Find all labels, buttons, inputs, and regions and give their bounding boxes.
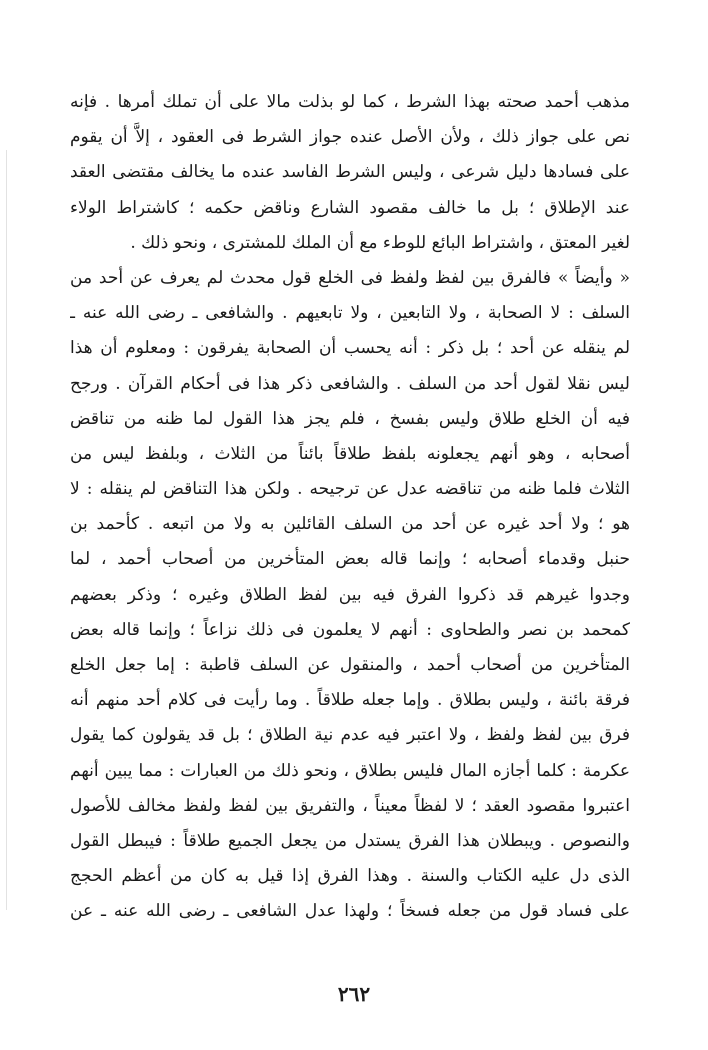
text-line: على فسادها دليل شرعى ، وليس الشرط الفاسد عنده ما يخالف مقتضى العقد	[70, 162, 630, 183]
text-line: الثلاث فلما ظنه من تناقضه عدل عن ترجيحه . ولكن هذا التناقض لم ينقله : لا	[70, 479, 630, 500]
page-edge-shadow	[6, 150, 7, 910]
text-line: فرقة بائنة ، وليس بطلاق . وإما جعله طلاقاً . وما رأيت فى كلام أحد منهم أنه	[70, 690, 630, 711]
text-line: والنصوص . ويبطلان هذا الفرق يستدل من يجعل الجميع طلاقاً : فيبطل القول	[70, 830, 630, 851]
body-text	[70, 85, 630, 930]
text-line: أصحابه ، وهو أنهم يجعلونه بلفظ طلاقاً بائناً من الثلاث ، وبلفظ ليس من	[70, 443, 630, 464]
page-number: ٢٦٢	[337, 982, 371, 1006]
text-line: السلف : لا الصحابة ، ولا التابعين ، ولا تابعيهم . والشافعى ـ رضى الله عنه ـ	[70, 303, 630, 324]
text-line: المتأخرين من أصحاب أحمد ، والمنقول عن السلف قاطبة : إما جعل الخلع	[70, 655, 630, 675]
text-line: لم ينقله عن أحد ؛ بل ذكر : أنه يحسب أن الصحابة يفرقون : ومعلوم أن هذا	[70, 338, 630, 359]
text-line: فيه أن الخلع طلاق وليس بفسخ ، فلم يجز هذا القول لما ظنه من تناقض	[70, 408, 630, 429]
text-line: كمحمد بن نصر والطحاوى : أنهم لا يعلمون فى ذلك نزاعاً ؛ وإنما قاله بعض	[70, 619, 630, 640]
text-line: حنبل وقدماء أصحابه ؛ وإنما قاله بعض المتأخرين من أصحاب أحمد ، لما	[70, 549, 630, 570]
text-line: مذهب أحمد صحته بهذا الشرط ، كما لو بذلت مالا على أن تملك أمرها . فإنه	[70, 92, 630, 112]
text-line: عكرمة : كلما أجازه المال فليس بطلاق ، ونحو ذلك من العبارات : مما يبين أنهم	[70, 760, 630, 781]
text-line: ليس نقلا لقول أحد من السلف . والشافعى ذكر هذا فى أحكام القرآن . ورجح	[70, 373, 630, 394]
text-line: فرق بين لفظ ولفظ ، ولا اعتبر فيه عدم نية الطلاق ؛ بل قد يقولون كما يقول	[70, 725, 630, 746]
text-line: على فساد قول من جعله فسخاً ؛ ولهذا عدل الشافعى ـ رضى الله عنه ـ عن	[70, 901, 630, 922]
text-line: « وأيضاً » فالفرق بين لفظ ولفظ فى الخلع قول محدث لم يعرف عن أحد من	[70, 267, 630, 288]
text-line: عند الإطلاق ؛ بل ما خالف مقصود الشارع وناقض حكمه ؛ كاشتراط الولاء	[70, 197, 630, 218]
text-line: نص على جواز ذلك ، ولأن الأصل عنده جواز الشرط فى العقود ، إلاَّ أن يقوم	[70, 127, 630, 148]
text-line: الذى دل عليه الكتاب والسنة . وهذا الفرق إذا قيل به كان من أعظم الحجج	[70, 866, 630, 887]
text-line: لغير المعتق ، واشتراط البائع للوطء مع أن الملك للمشترى ، ونحو ذلك .	[130, 232, 630, 253]
text-line: هو ؛ ولا أحد غيره عن أحد من السلف القائلين به ولا من اتبعه . كأحمد بن	[70, 514, 630, 535]
text-line: اعتبروا مقصود العقد ؛ لا لفظاً معيناً ، والتفريق بين لفظ ولفظ مخالف للأصول	[70, 795, 630, 816]
text-line: وجدوا غيرهم قد ذكروا الفرق فيه بين لفظ الطلاق وغيره ؛ وذكر بعضهم	[70, 584, 630, 605]
